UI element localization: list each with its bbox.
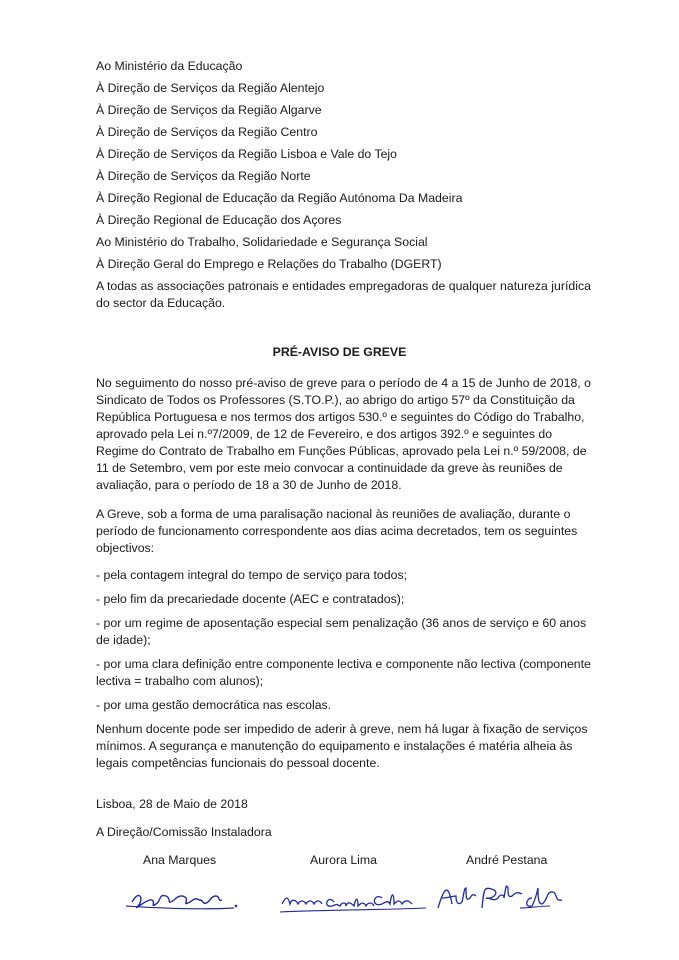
objective-item: - por um regime de aposentação especial sem penalização (36 anos de serviço e 60 anos de idade); bbox=[96, 616, 587, 647]
body-paragraph: Nenhum docente pode ser impedido de aderir à greve, nem há lugar à fixação de serviços mínimos. A segurança e manutenção do equipamento e instalações é matéria alheia às legais competências funcionais do pessoal docente. bbox=[96, 722, 588, 770]
recipient-line: À Direção de Serviços da Região Alentejo bbox=[96, 81, 325, 95]
signature-andre-pestana bbox=[432, 878, 582, 918]
signature-aurora-lima bbox=[278, 878, 428, 918]
date-line: Lisboa, 28 de Maio de 2018 bbox=[96, 797, 248, 811]
body-paragraph: A Greve, sob a forma de uma paralisação nacional às reuniões de avaliação, durante o período de funcionamento correspondente aos dias acima decretados, tem os seguintes objectivos: bbox=[96, 507, 578, 555]
recipient-line: Ao Ministério da Educação bbox=[96, 59, 243, 73]
recipient-line: À Direção Regional de Educação dos Açores bbox=[96, 213, 342, 227]
recipient-line: À Direção de Serviços da Região Norte bbox=[96, 169, 311, 183]
document-title: PRÉ-AVISO DE GREVE bbox=[272, 345, 407, 359]
objective-item: - pelo fim da precariedade docente (AEC e contratados); bbox=[96, 592, 405, 606]
signatory-name: Aurora Lima bbox=[310, 853, 377, 867]
document-body bbox=[96, 375, 596, 779]
objective-item: - por uma clara definição entre componente lectiva e componente não lectiva (componente lectiva = trabalho com alunos); bbox=[96, 657, 591, 688]
signatory-name: Ana Marques bbox=[143, 853, 217, 867]
objective-item: - por uma gestão democrática nas escolas. bbox=[96, 698, 332, 712]
signatory-line: A Direção/Comissão Instaladora bbox=[96, 825, 272, 839]
recipient-list bbox=[96, 58, 596, 312]
body-paragraph: No seguimento do nosso pré-aviso de greve para o período de 4 a 15 de Junho de 2018, o Sindicato de Todos os Professores (S.TO.P.), ao abrigo do artigo 57º da Constituição da República Portuguesa e nos termos dos artigos 530.º e seguintes do Código do Trabalho, aprovado pela Lei n.º7/2009, de 12 de Fevereiro, e dos artigos 392.º e seguintes do Regime do Contrato de Trabalho em Funções Públicas, aprovado pela Lei n.º 59/2008, de 11 de Setembro, vem por este meio convocar a continuidade da greve às reuniões de avaliação, para o período de 18 a 30 de Junho de 2018. bbox=[96, 376, 591, 492]
recipient-line: Ao Ministério do Trabalho, Solidariedade e Segurança Social bbox=[96, 235, 428, 249]
recipient-line: À Direção Geral do Emprego e Relações do Trabalho (DGERT) bbox=[96, 257, 442, 271]
recipient-line: A todas as associações patronais e entidades empregadoras de qualquer natureza jurídica do sector da Educação. bbox=[96, 279, 591, 310]
signature-ana-marques bbox=[120, 878, 245, 918]
recipient-line: À Direção Regional de Educação da Região Autónoma Da Madeira bbox=[96, 191, 463, 205]
signatory-name: André Pestana bbox=[466, 853, 548, 867]
objective-item: - pela contagem integral do tempo de serviço para todos; bbox=[96, 568, 408, 582]
recipient-line: À Direção de Serviços da Região Centro bbox=[96, 125, 318, 139]
recipient-line: À Direção de Serviços da Região Lisboa e Vale do Tejo bbox=[96, 147, 398, 161]
recipient-line: À Direção de Serviços da Região Algarve bbox=[96, 103, 322, 117]
